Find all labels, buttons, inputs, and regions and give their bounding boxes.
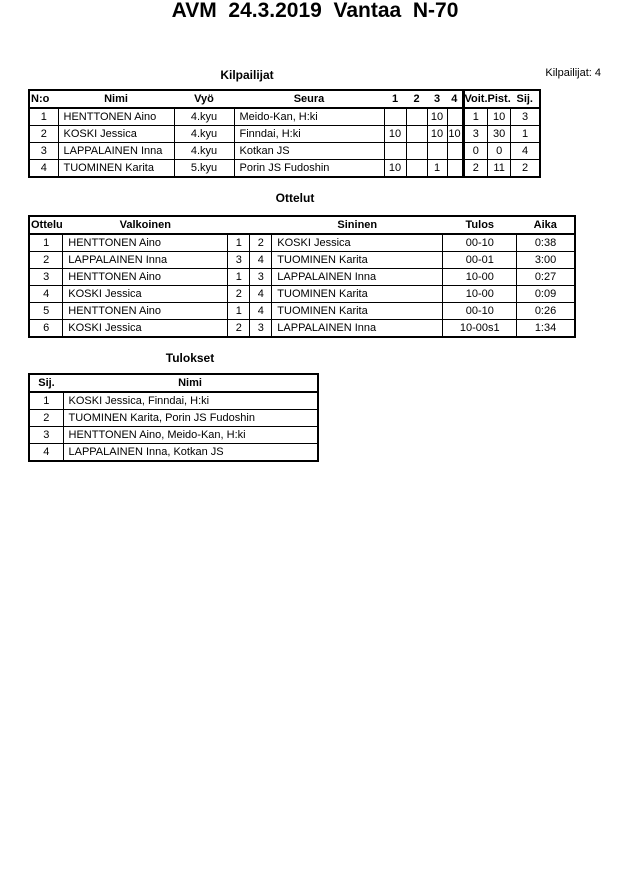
cell-aika: 0:27 (517, 269, 575, 286)
cell-pist: 10 (488, 108, 511, 126)
cell-nimi: TUOMINEN Karita, Porin JS Fudoshin (63, 410, 318, 427)
result-row (29, 444, 318, 462)
cell-blue-number: 4 (250, 303, 272, 320)
cell-round1: 10 (384, 126, 406, 143)
match-row (29, 320, 575, 338)
cell-vyo: 4.kyu (174, 108, 234, 126)
kilpailijat-section-title: Kilpailijat (220, 68, 274, 82)
competitor-row (29, 108, 540, 126)
cell-no: 4 (29, 160, 58, 178)
cell-blue-number: 3 (250, 269, 272, 286)
cell-round3: 10 (427, 126, 447, 143)
ottelut-section-title: Ottelut (275, 191, 315, 205)
cell-round4 (447, 143, 463, 160)
col-header-vyo: Vyö (174, 90, 234, 108)
cell-round3 (427, 143, 447, 160)
competitors-count: Kilpailijat: 4 (545, 67, 601, 79)
col-header-round3: 3 (427, 90, 447, 108)
col-header-blue-number (250, 216, 272, 234)
cell-aika: 1:34 (517, 320, 575, 338)
col-header-no: N:o (29, 90, 58, 108)
cell-tulos: 00-10 (443, 303, 517, 320)
cell-nimi: HENTTONEN Aino, Meido-Kan, H:ki (63, 427, 318, 444)
cell-round3: 1 (427, 160, 447, 178)
col-header-valkoinen: Valkoinen (63, 216, 228, 234)
col-header-nimi: Nimi (58, 90, 174, 108)
cell-round2 (406, 126, 427, 143)
cell-blue-name: LAPPALAINEN Inna (272, 320, 443, 338)
match-row (29, 269, 575, 286)
cell-white-number: 3 (228, 252, 250, 269)
cell-sij: 1 (511, 126, 540, 143)
cell-match-no: 5 (29, 303, 63, 320)
cell-aika: 0:26 (517, 303, 575, 320)
col-header-round4: 4 (447, 90, 463, 108)
cell-seura: Meido-Kan, H:ki (234, 108, 384, 126)
cell-sij: 3 (29, 427, 63, 444)
cell-round1: 10 (384, 160, 406, 178)
cell-voit: 3 (463, 126, 488, 143)
cell-sij: 1 (29, 392, 63, 410)
col-header-pist: Pist. (488, 90, 511, 108)
cell-round3: 10 (427, 108, 447, 126)
cell-nimi: KOSKI Jessica (58, 126, 174, 143)
cell-no: 3 (29, 143, 58, 160)
cell-white-number: 1 (228, 234, 250, 252)
cell-white-number: 1 (228, 269, 250, 286)
cell-round2 (406, 108, 427, 126)
tulokset-table (28, 373, 319, 462)
match-row (29, 303, 575, 320)
cell-blue-name: TUOMINEN Karita (272, 252, 443, 269)
ottelut-table (28, 215, 576, 338)
cell-white-name: KOSKI Jessica (63, 320, 228, 338)
competitor-row (29, 160, 540, 178)
cell-round4 (447, 160, 463, 178)
match-row (29, 234, 575, 252)
cell-no: 1 (29, 108, 58, 126)
cell-nimi: LAPPALAINEN Inna, Kotkan JS (63, 444, 318, 462)
cell-sij: 2 (29, 410, 63, 427)
cell-white-name: HENTTONEN Aino (63, 303, 228, 320)
col-header-sininen: Sininen (272, 216, 443, 234)
competitor-row (29, 143, 540, 160)
cell-seura: Finndai, H:ki (234, 126, 384, 143)
cell-blue-name: KOSKI Jessica (272, 234, 443, 252)
cell-match-no: 6 (29, 320, 63, 338)
cell-pist: 30 (488, 126, 511, 143)
cell-white-number: 2 (228, 286, 250, 303)
match-row (29, 252, 575, 269)
cell-seura: Porin JS Fudoshin (234, 160, 384, 178)
cell-nimi: KOSKI Jessica, Finndai, H:ki (63, 392, 318, 410)
cell-round1 (384, 108, 406, 126)
cell-voit: 2 (463, 160, 488, 178)
cell-tulos: 00-01 (443, 252, 517, 269)
col-header-nimi: Nimi (63, 374, 318, 392)
col-header-sij: Sij. (29, 374, 63, 392)
cell-aika: 3:00 (517, 252, 575, 269)
cell-blue-number: 3 (250, 320, 272, 338)
cell-nimi: TUOMINEN Karita (58, 160, 174, 178)
cell-sij: 4 (29, 444, 63, 462)
match-row (29, 286, 575, 303)
cell-white-name: HENTTONEN Aino (63, 234, 228, 252)
cell-blue-name: TUOMINEN Karita (272, 286, 443, 303)
cell-vyo: 5.kyu (174, 160, 234, 178)
col-header-tulos: Tulos (443, 216, 517, 234)
tulokset-header-row (29, 374, 318, 392)
competitor-row (29, 126, 540, 143)
cell-aika: 0:09 (517, 286, 575, 303)
cell-vyo: 4.kyu (174, 126, 234, 143)
cell-white-number: 1 (228, 303, 250, 320)
cell-blue-number: 4 (250, 252, 272, 269)
cell-no: 2 (29, 126, 58, 143)
cell-white-name: LAPPALAINEN Inna (63, 252, 228, 269)
cell-blue-name: LAPPALAINEN Inna (272, 269, 443, 286)
ottelut-header-row (29, 216, 575, 234)
cell-tulos: 10-00 (443, 286, 517, 303)
cell-voit: 0 (463, 143, 488, 160)
kilpailijat-header-row (29, 90, 540, 108)
cell-round2 (406, 160, 427, 178)
cell-pist: 11 (488, 160, 511, 178)
cell-tulos: 10-00 (443, 269, 517, 286)
kilpailijat-table (28, 89, 541, 178)
cell-match-no: 4 (29, 286, 63, 303)
col-header-round1: 1 (384, 90, 406, 108)
cell-nimi: LAPPALAINEN Inna (58, 143, 174, 160)
cell-round4 (447, 108, 463, 126)
cell-voit: 1 (463, 108, 488, 126)
cell-round1 (384, 143, 406, 160)
cell-seura: Kotkan JS (234, 143, 384, 160)
cell-white-name: KOSKI Jessica (63, 286, 228, 303)
cell-match-no: 3 (29, 269, 63, 286)
cell-sij: 3 (511, 108, 540, 126)
cell-sij: 4 (511, 143, 540, 160)
cell-white-name: HENTTONEN Aino (63, 269, 228, 286)
cell-tulos: 10-00s1 (443, 320, 517, 338)
cell-aika: 0:38 (517, 234, 575, 252)
col-header-round2: 2 (406, 90, 427, 108)
col-header-voit: Voit. (463, 90, 488, 108)
tulokset-section-title: Tulokset (165, 351, 215, 365)
result-row (29, 410, 318, 427)
col-header-white-number (228, 216, 250, 234)
col-header-aika: Aika (517, 216, 575, 234)
page-title: AVM 24.3.2019 Vantaa N-70 (171, 0, 459, 22)
col-header-ottelu: Ottelu (29, 216, 63, 234)
cell-blue-number: 2 (250, 234, 272, 252)
cell-blue-name: TUOMINEN Karita (272, 303, 443, 320)
col-header-seura: Seura (234, 90, 384, 108)
cell-match-no: 2 (29, 252, 63, 269)
cell-round2 (406, 143, 427, 160)
result-row (29, 427, 318, 444)
cell-nimi: HENTTONEN Aino (58, 108, 174, 126)
cell-match-no: 1 (29, 234, 63, 252)
cell-sij: 2 (511, 160, 540, 178)
result-row (29, 392, 318, 410)
cell-blue-number: 4 (250, 286, 272, 303)
cell-tulos: 00-10 (443, 234, 517, 252)
cell-round4: 10 (447, 126, 463, 143)
cell-pist: 0 (488, 143, 511, 160)
cell-white-number: 2 (228, 320, 250, 338)
cell-vyo: 4.kyu (174, 143, 234, 160)
col-header-sij: Sij. (511, 90, 540, 108)
